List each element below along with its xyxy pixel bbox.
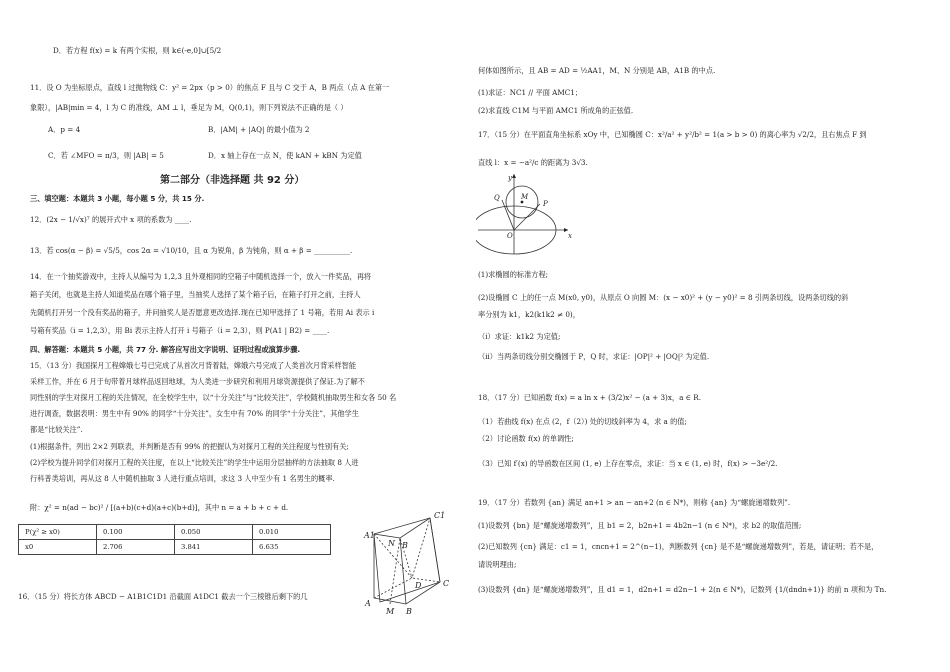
critical-value-table bbox=[18, 524, 331, 555]
q11-option-a: A．p = 4 bbox=[48, 125, 81, 134]
q19-stem: 19．（17 分）若数列 {an} 满足 an+1 > an − an+2 (n ∈ N*)，则称 {an} 为“螺旋递增数列”. bbox=[478, 498, 791, 507]
fill-in-header: 三、填空题：本题共 3 小题，每小题 5 分，共 15 分. bbox=[30, 194, 205, 203]
fig-label: B bbox=[402, 541, 408, 550]
q16-part-2: (2)求直线 C1M 与平面 AMC1 所成角的正弦值. bbox=[478, 106, 634, 115]
q17-part-ii: （ii）当两条切线分别交椭圆于 P，Q 时，求证：|OP|² + |OQ|² 为定值. bbox=[478, 352, 710, 361]
figure-edge bbox=[430, 518, 440, 582]
q17-part-2b: 率分别为 k1，k2(k1k2 ≠ 0)， bbox=[478, 310, 580, 319]
q17-part-i: （i）求证：k1k2 为定值; bbox=[478, 332, 561, 341]
table-cell: 3.841 bbox=[175, 540, 253, 555]
q14-line-1: 14．在一个抽奖游戏中，主持人从编号为 1,2,3 且外观相同的空箱子中随机选择一个，放入一件奖品，再将 bbox=[30, 272, 372, 281]
part-two-title: 第二部分（非选择题 共 92 分） bbox=[160, 175, 305, 186]
q18-part-3: （3）已知 f′(x) 的导函数在区间 (1, e) 上存在零点，求证：当 x ∈ (1, e) 时，f(x) > −3e²/2. bbox=[478, 459, 778, 468]
q15-line-2: 采样工作，并在 6 月于旬带着月球样品返回地球，为人类进一步研究和利用月球资源提供了保证.为了解不 bbox=[30, 377, 365, 386]
q14-line-4: 号箱有奖品（i = 1,2,3），用 Bi 表示主持人打开 i 号箱子（i = 2,3），则 P(A1 | B2) = ____. bbox=[30, 326, 330, 335]
q18-stem: 18．（17 分）已知函数 f(x) = a ln x + (3/2)x² − (a + 3)x，a ∈ R. bbox=[478, 393, 701, 402]
table-cell: 2.706 bbox=[97, 540, 175, 555]
q11-option-b: B．|AM| + |AQ| 的最小值为 2 bbox=[208, 125, 310, 134]
table-cell: P(χ² ≥ x0) bbox=[19, 525, 97, 540]
fig-label: A bbox=[365, 599, 371, 608]
chi-square-formula: 附：χ² = n(ad − bc)² / [(a+b)(c+d)(a+c)(b+d)]，其中 n = a + b + c + d. bbox=[30, 503, 289, 512]
q17-part-2a: (2)设椭圆 C 上的任一点 M(x0, y0)，从原点 O 向圆 M：(x − x0)² + (y − y0)² = 8 引两条切线，设两条切线的斜 bbox=[478, 293, 849, 302]
q15-line-5: 都是“比较关注”. bbox=[30, 425, 83, 434]
q15-line-4: 进行调查，数据表明：男生中有 90% 的同学“十分关注”，女生中有 70% 的同学“十分关注”，其他学生 bbox=[30, 409, 359, 418]
q11-stem-1: 11．设 O 为坐标原点，直线 l 过抛物线 C：y² = 2px（p > 0）的焦点 F 且与 C 交于 A，B 两点（点 A 在第一 bbox=[30, 83, 390, 92]
table-cell: 6.635 bbox=[253, 540, 331, 555]
q14-line-2: 箱子关闭，也就是主持人知道奖品在哪个箱子里，当抽奖人选择了某个箱子后，在箱子打开之前，主持人 bbox=[30, 290, 361, 299]
table-cell: 0.010 bbox=[253, 525, 331, 540]
table-cell: x0 bbox=[19, 540, 97, 555]
fig-label: x bbox=[568, 232, 572, 240]
q10-option-d: D．若方程 f(x) = k 有两个实根，则 k∈(-e,0]∪[5/2 bbox=[53, 46, 222, 55]
fig-label: N bbox=[388, 539, 395, 548]
q15-line-3: 同性别的学生对探月工程的关注情况，在全校学生中，以“十分关注”与“比较关注”，学校随机抽取男生和女各 50 名 bbox=[30, 393, 397, 402]
q11-stem-2: 象限），|AB|min = 4，l 为 C 的准线，AM ⊥ l，垂足为 M，Q(0,1)，则下列说法不正确的是（ ） bbox=[30, 103, 348, 112]
figure-edge bbox=[374, 518, 430, 538]
q15-part-1: (1)根据条件，列出 2×2 列联表，并判断是否有 99% 的把握认为对探月工程的关注程度与性别有关; bbox=[30, 442, 349, 451]
fig-label: B bbox=[406, 607, 412, 616]
fig-label: y bbox=[508, 174, 512, 182]
fig-label: Q bbox=[494, 194, 500, 202]
ellipse-figure bbox=[476, 172, 576, 257]
y-arrow bbox=[512, 174, 516, 178]
q12: 12．(2x − 1/√x)⁷ 的展开式中 x 项的系数为 ____. bbox=[30, 215, 192, 224]
q19-part-3: (3)设数列 {dn} 是“螺旋递增数列”，且 d1 = 1，d2n+1 = d2n−1 + 2(n ∈ N*)，记数列 {1/(dndn+1)} 的前 n 项和为 Tn. bbox=[478, 585, 887, 594]
q17-line-2: 直线 l：x = −a²/c 的距离为 3√3. bbox=[478, 158, 588, 167]
solid-figure bbox=[360, 508, 455, 616]
q19-part-2a: (2)已知数列 {cn} 满足：c1 = 1，cncn+1 = 2^(n−1)，判断数列 {cn} 是不是“螺旋递增数列”，若是，请证明；若不是， bbox=[478, 542, 879, 551]
q16-continued: 何体如图所示，且 AB = AD = ½AA1，M、N 分别是 AB，A1B 的中点. bbox=[478, 66, 716, 75]
q16-part-1: (1)求证：NC1 // 平面 AMC1； bbox=[478, 88, 582, 97]
q11-option-d: D．x 轴上存在一点 N，使 kAN + kBN 为定值 bbox=[208, 151, 362, 160]
q19-part-1: (1)设数列 {bn} 是“螺旋递增数列”，且 b1 = 2，b2n+1 = 4b2n−1 (n ∈ N*)，求 b2 的取值范围; bbox=[478, 521, 802, 530]
answer-header: 四、解答题：本题共 5 小题，共 77 分. 解答应写出文字说明、证明过程或演算步骤. bbox=[30, 345, 301, 354]
fig-label: P bbox=[543, 200, 548, 208]
fig-label: C bbox=[443, 579, 450, 588]
q18-part-2: （2）讨论函数 f(x) 的单调性; bbox=[478, 434, 574, 443]
fig-label: O bbox=[507, 232, 513, 240]
tangent-line bbox=[514, 204, 540, 230]
q15-part-2b: 行科普类培训，再从这 8 人中随机抽取 3 人进行重点培训，求这 3 人中至少有 1 名男生的概率. bbox=[30, 474, 335, 483]
q17-part-1: (1)求椭圆的标准方程; bbox=[478, 270, 549, 279]
q14-line-3: 先随机打开另一个没有奖品的箱子，并问抽奖人是否愿意更改选择.现在已知甲选择了 1 号箱，若用 Ai 表示 i bbox=[30, 308, 375, 317]
table-row bbox=[19, 525, 331, 540]
fig-label: D bbox=[415, 581, 422, 590]
q17-line-1: 17．（15 分）在平面直角坐标系 xOy 中，已知椭圆 C：x²/a² + y²/b² = 1(a > b > 0) 的离心率为 √2/2，且右焦点 F 到 bbox=[478, 130, 867, 139]
q13: 13．若 cos(α − β) = √5/5，cos 2α = √10/10，且 α 为锐角，β 为钝角，则 α + β = __________. bbox=[30, 246, 353, 255]
fig-label: A1 bbox=[364, 531, 375, 540]
fig-label: M bbox=[386, 607, 395, 616]
table-cell: 0.100 bbox=[97, 525, 175, 540]
q15-line-1: 15．（13 分）我国探月工程嫦娥七号已完成了从首次月背着陆，嫦娥六号完成了人类首次月背采样智能 bbox=[30, 361, 357, 370]
q11-option-c: C．若 ∠MFO = π/3，则 |AB| = 5 bbox=[48, 151, 164, 160]
table-cell: 0.050 bbox=[175, 525, 253, 540]
q18-part-1: （1）若曲线 f(x) 在点 (2，f（2）) 处的切线斜率为 4，求 a 的值; bbox=[478, 417, 687, 426]
fig-label: C1 bbox=[434, 511, 446, 520]
table-row bbox=[19, 540, 331, 555]
q15-part-2a: (2)学校为提升同学们对探月工程的关注度，在以上“比较关注”的学生中运用分层抽样的方法抽取 8 人进 bbox=[30, 458, 359, 467]
q16-stem: 16．（15 分）将长方体 ABCD − A1B1C1D1 沿截面 A1DC1 截去一个三棱锥后剩下的几 bbox=[18, 592, 308, 601]
center-point bbox=[521, 201, 524, 204]
fig-label: M bbox=[521, 193, 529, 201]
q19-part-2b: 请说明理由; bbox=[478, 560, 517, 569]
